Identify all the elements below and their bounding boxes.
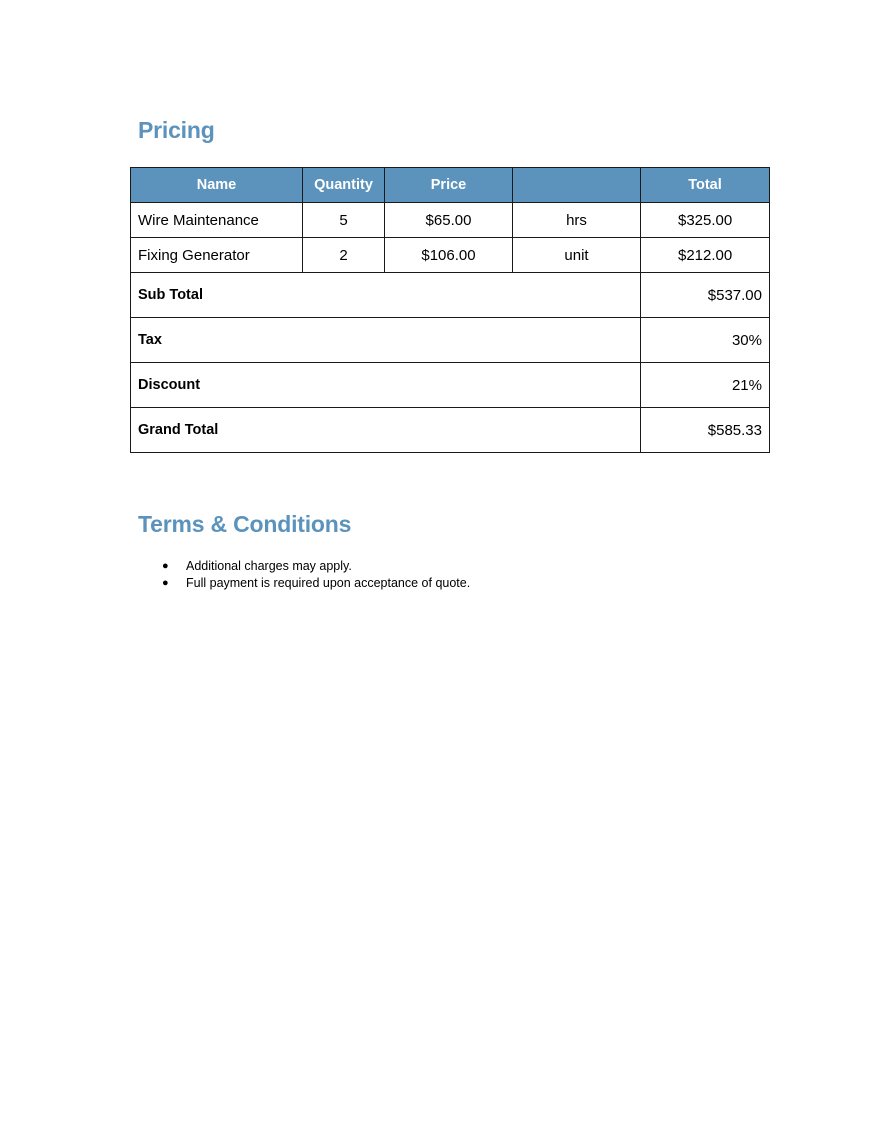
summary-value: 30%: [641, 318, 770, 363]
pricing-table: [130, 167, 770, 453]
item-total: $212.00: [641, 238, 770, 273]
summary-value: $537.00: [641, 273, 770, 318]
pricing-title: Pricing: [138, 117, 215, 143]
terms-item-text: Additional charges may apply.: [186, 559, 352, 573]
item-total: $325.00: [641, 203, 770, 238]
terms-title: Terms & Conditions: [138, 511, 352, 537]
summary-label: Sub Total: [131, 273, 641, 318]
item-price: $65.00: [385, 203, 513, 238]
summary-label: Discount: [131, 363, 641, 408]
table-header-row: [131, 168, 770, 203]
column-header-unit: [513, 168, 641, 203]
item-unit: unit: [513, 238, 641, 273]
column-header-quantity: Quantity: [303, 168, 385, 203]
table-row: [131, 203, 770, 238]
list-item: [160, 558, 470, 575]
item-quantity: 5: [303, 203, 385, 238]
column-header-price: Price: [385, 168, 513, 203]
summary-row-discount: [131, 363, 770, 408]
summary-row-tax: [131, 318, 770, 363]
column-header-name: Name: [131, 168, 303, 203]
list-item: [160, 575, 470, 592]
item-quantity: 2: [303, 238, 385, 273]
item-unit: hrs: [513, 203, 641, 238]
terms-item-text: Full payment is required upon acceptance of quote.: [186, 576, 471, 590]
summary-value: 21%: [641, 363, 770, 408]
item-name: Fixing Generator: [131, 238, 303, 273]
item-price: $106.00: [385, 238, 513, 273]
bullet-icon: ●: [162, 560, 169, 572]
item-name: Wire Maintenance: [131, 203, 303, 238]
bullet-icon: ●: [162, 577, 169, 589]
terms-list: [160, 558, 470, 592]
column-header-total: Total: [641, 168, 770, 203]
summary-value: $585.33: [641, 408, 770, 453]
summary-row-grand-total: [131, 408, 770, 453]
summary-label: Grand Total: [131, 408, 641, 453]
table-row: [131, 238, 770, 273]
summary-row-subtotal: [131, 273, 770, 318]
summary-label: Tax: [131, 318, 641, 363]
